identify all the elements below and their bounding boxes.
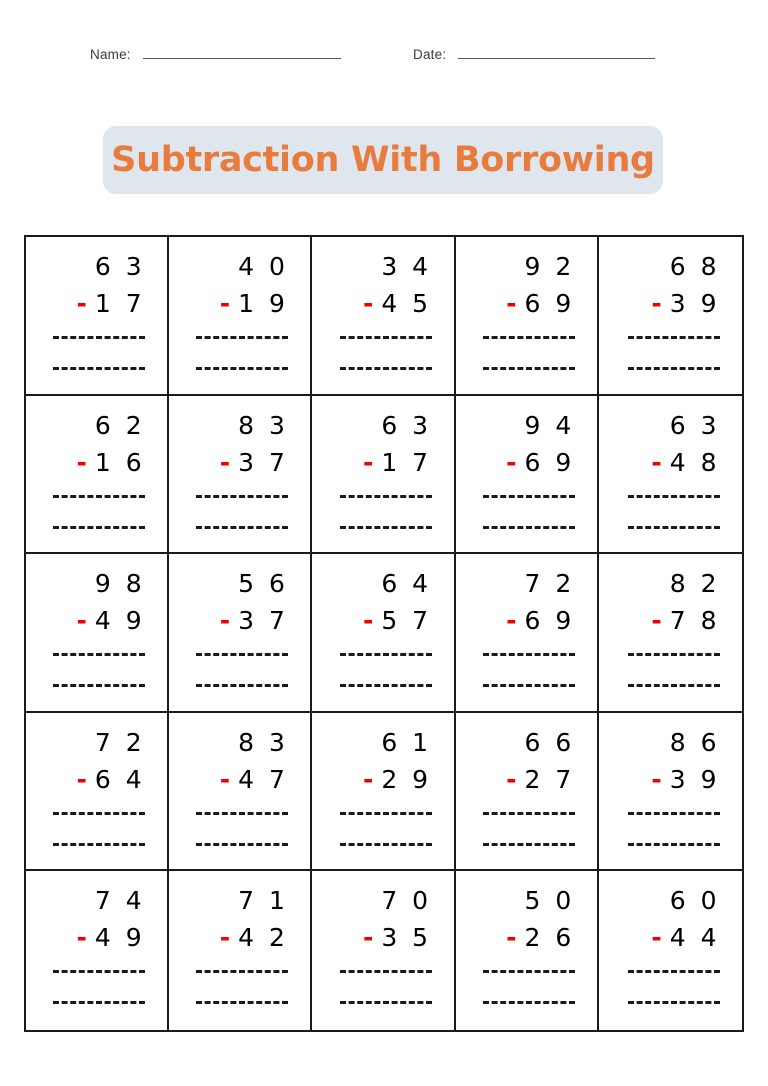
minuend: 6 2: [94, 410, 146, 440]
minuend: 6 3: [94, 252, 146, 281]
answer-area[interactable]: [620, 812, 720, 846]
answer-line-bottom[interactable]: [53, 684, 145, 687]
problem-grid: [24, 235, 744, 1032]
minuend: 5 6: [238, 569, 289, 599]
page-title: Subtraction With Borrowing: [111, 140, 655, 180]
answer-line-bottom[interactable]: [53, 367, 145, 370]
title-badge: [103, 126, 663, 194]
problem: [188, 407, 288, 529]
subtrahend: 5 7: [381, 606, 432, 636]
problem: [188, 882, 288, 1004]
answer-area[interactable]: [45, 653, 145, 687]
minus-sign-icon: -: [76, 923, 87, 953]
answer-line-bottom[interactable]: [196, 843, 288, 846]
answer-area[interactable]: [620, 495, 720, 529]
answer-area[interactable]: [475, 495, 575, 529]
subtraction-row: [332, 444, 432, 481]
answer-line-top[interactable]: [196, 653, 288, 656]
subtraction-row: [620, 602, 720, 639]
answer-area[interactable]: [620, 336, 720, 370]
answer-line-top[interactable]: [196, 495, 288, 498]
answer-area[interactable]: [188, 970, 288, 1004]
problem: [332, 882, 432, 1004]
subtraction-row: [188, 602, 288, 639]
answer-line-bottom[interactable]: [53, 843, 145, 846]
minus-sign-icon: -: [506, 447, 517, 477]
answer-line-bottom[interactable]: [340, 684, 432, 687]
problem-cell[interactable]: [599, 396, 742, 555]
answer-line-bottom[interactable]: [483, 367, 575, 370]
minuend: 7 4: [94, 886, 146, 916]
problem-cell[interactable]: [599, 554, 742, 713]
subtrahend: 7 8: [669, 606, 720, 636]
subtrahend: 3 9: [669, 764, 720, 794]
answer-line-bottom[interactable]: [628, 843, 720, 846]
subtraction-row: [332, 285, 432, 322]
problem: [620, 565, 720, 687]
minuend: 6 3: [669, 410, 720, 440]
answer-line-bottom[interactable]: [628, 367, 720, 370]
answer-area[interactable]: [188, 812, 288, 846]
subtrahend: 6 9: [524, 289, 575, 318]
subtrahend: 4 2: [238, 923, 289, 953]
subtrahend: 3 7: [238, 606, 289, 636]
subtrahend: 4 8: [669, 447, 720, 477]
minus-sign-icon: -: [651, 606, 662, 636]
problem-cell[interactable]: [312, 554, 455, 713]
answer-line-bottom[interactable]: [340, 843, 432, 846]
minuend: 5 0: [524, 886, 575, 916]
minuend: 6 1: [381, 727, 432, 757]
problem-cell[interactable]: [312, 713, 455, 872]
subtrahend: 2 7: [524, 764, 575, 794]
minuend: 7 2: [94, 727, 146, 757]
answer-area[interactable]: [332, 336, 432, 370]
subtraction-row: [332, 919, 432, 956]
minus-sign-icon: -: [219, 289, 231, 318]
minus-sign-icon: -: [506, 764, 517, 794]
answer-area[interactable]: [188, 495, 288, 529]
date-field[interactable]: [413, 44, 655, 62]
problem-cell[interactable]: [456, 554, 599, 713]
minus-sign-icon: -: [651, 764, 662, 794]
subtrahend: 6 4: [94, 764, 146, 794]
answer-line-top[interactable]: [196, 970, 288, 973]
problem-cell[interactable]: [312, 396, 455, 555]
problem-cell[interactable]: [26, 237, 169, 396]
answer-line-top[interactable]: [196, 812, 288, 815]
minus-sign-icon: -: [362, 447, 374, 477]
minuend: 9 4: [524, 410, 575, 440]
answer-line-bottom[interactable]: [340, 526, 432, 529]
subtrahend: 4 9: [94, 923, 146, 953]
answer-line-top[interactable]: [628, 336, 720, 339]
worksheet-header: [0, 44, 768, 74]
minuend: 4 0: [238, 252, 289, 281]
problem: [45, 248, 145, 370]
problem: [620, 882, 720, 1004]
problem-cell[interactable]: [456, 871, 599, 1030]
minuend: 6 4: [381, 569, 432, 599]
problem-cell[interactable]: [599, 713, 742, 872]
problem: [332, 724, 432, 846]
answer-area[interactable]: [45, 812, 145, 846]
problem: [620, 407, 720, 529]
subtraction-row: [45, 761, 145, 798]
minuend: 6 3: [381, 410, 432, 440]
problem: [188, 248, 288, 370]
answer-line-top[interactable]: [53, 336, 145, 339]
date-input-line[interactable]: [458, 44, 655, 59]
answer-line-bottom[interactable]: [340, 1001, 432, 1004]
problem: [45, 724, 145, 846]
answer-area[interactable]: [620, 970, 720, 1004]
minuend: 7 1: [238, 886, 289, 916]
subtrahend: 2 6: [524, 923, 575, 953]
answer-line-top[interactable]: [483, 970, 575, 973]
minus-sign-icon: -: [506, 289, 517, 318]
subtraction-row: [620, 761, 720, 798]
minus-sign-icon: -: [651, 289, 662, 318]
subtraction-row: [620, 919, 720, 956]
answer-line-bottom[interactable]: [340, 367, 432, 370]
problem: [475, 882, 575, 1004]
problem: [332, 407, 432, 529]
minuend: 9 8: [94, 569, 146, 599]
subtraction-row: [45, 919, 145, 956]
problem: [45, 882, 145, 1004]
minuend: 7 0: [381, 886, 432, 916]
answer-line-bottom[interactable]: [196, 684, 288, 687]
problem: [188, 724, 288, 846]
subtrahend: 4 4: [669, 923, 720, 953]
problem: [475, 565, 575, 687]
subtrahend: 6 9: [524, 606, 575, 636]
problem-cell[interactable]: [169, 237, 312, 396]
minus-sign-icon: -: [362, 289, 374, 318]
problem: [45, 565, 145, 687]
minus-sign-icon: -: [506, 923, 517, 953]
subtrahend: 2 9: [381, 764, 432, 794]
name-input-line[interactable]: [143, 44, 341, 59]
minus-sign-icon: -: [219, 764, 231, 794]
answer-line-bottom[interactable]: [628, 1001, 720, 1004]
answer-line-bottom[interactable]: [628, 526, 720, 529]
answer-area[interactable]: [45, 336, 145, 370]
answer-area[interactable]: [332, 495, 432, 529]
answer-line-top[interactable]: [483, 812, 575, 815]
answer-line-top[interactable]: [340, 495, 432, 498]
subtraction-row: [45, 285, 145, 322]
problem: [475, 407, 575, 529]
minus-sign-icon: -: [362, 764, 374, 794]
answer-line-bottom[interactable]: [483, 843, 575, 846]
problem-cell[interactable]: [456, 713, 599, 872]
subtraction-row: [45, 444, 145, 481]
answer-line-top[interactable]: [340, 336, 432, 339]
subtraction-row: [475, 761, 575, 798]
subtrahend: 3 7: [238, 447, 289, 477]
minuend: 3 4: [381, 252, 432, 281]
problem: [332, 248, 432, 370]
subtraction-row: [188, 761, 288, 798]
minus-sign-icon: -: [651, 923, 662, 953]
subtraction-row: [620, 285, 720, 322]
answer-line-top[interactable]: [483, 653, 575, 656]
subtraction-row: [475, 444, 575, 481]
subtraction-row: [188, 444, 288, 481]
answer-line-top[interactable]: [628, 495, 720, 498]
subtrahend: 1 9: [238, 289, 289, 318]
answer-line-bottom[interactable]: [483, 684, 575, 687]
minuend: 8 3: [238, 727, 289, 757]
answer-area[interactable]: [475, 970, 575, 1004]
minus-sign-icon: -: [219, 606, 231, 636]
answer-line-top[interactable]: [53, 970, 145, 973]
answer-line-bottom[interactable]: [53, 1001, 145, 1004]
answer-area[interactable]: [188, 336, 288, 370]
minus-sign-icon: -: [76, 289, 87, 318]
answer-area[interactable]: [475, 653, 575, 687]
answer-area[interactable]: [620, 653, 720, 687]
minus-sign-icon: -: [76, 606, 87, 636]
answer-line-bottom[interactable]: [483, 526, 575, 529]
minuend: 8 6: [669, 727, 720, 757]
problem: [188, 565, 288, 687]
subtrahend: 4 9: [94, 606, 146, 636]
answer-area[interactable]: [45, 495, 145, 529]
answer-line-bottom[interactable]: [628, 684, 720, 687]
answer-line-bottom[interactable]: [483, 1001, 575, 1004]
problem: [620, 248, 720, 370]
minus-sign-icon: -: [506, 606, 517, 636]
answer-line-top[interactable]: [340, 970, 432, 973]
subtrahend: 3 9: [669, 289, 720, 318]
minuend: 6 6: [524, 727, 575, 757]
subtrahend: 1 6: [94, 447, 146, 477]
minus-sign-icon: -: [651, 447, 662, 477]
answer-area[interactable]: [45, 970, 145, 1004]
answer-area[interactable]: [332, 812, 432, 846]
minus-sign-icon: -: [219, 923, 231, 953]
minuend: 6 8: [669, 252, 720, 281]
minus-sign-icon: -: [219, 447, 231, 477]
answer-area[interactable]: [475, 812, 575, 846]
answer-line-top[interactable]: [628, 812, 720, 815]
problem-cell[interactable]: [312, 871, 455, 1030]
minuend: 6 0: [669, 886, 720, 916]
subtraction-row: [188, 285, 288, 322]
subtraction-row: [475, 285, 575, 322]
problem: [475, 248, 575, 370]
problem-cell[interactable]: [26, 871, 169, 1030]
answer-line-top[interactable]: [483, 495, 575, 498]
problem-cell[interactable]: [169, 554, 312, 713]
subtrahend: 4 5: [381, 289, 432, 318]
problem: [45, 407, 145, 529]
minuend: 7 2: [524, 569, 575, 599]
minus-sign-icon: -: [362, 923, 374, 953]
subtrahend: 4 7: [238, 764, 289, 794]
answer-area[interactable]: [332, 970, 432, 1004]
answer-line-top[interactable]: [483, 336, 575, 339]
problem: [620, 724, 720, 846]
problem-cell[interactable]: [456, 396, 599, 555]
minuend: 9 2: [524, 252, 575, 281]
answer-line-bottom[interactable]: [196, 1001, 288, 1004]
answer-line-top[interactable]: [628, 653, 720, 656]
subtraction-row: [475, 919, 575, 956]
name-label: Name:: [90, 47, 131, 62]
minuend: 8 3: [238, 410, 289, 440]
subtrahend: 6 9: [524, 447, 575, 477]
minuend: 8 2: [669, 569, 720, 599]
subtraction-row: [332, 761, 432, 798]
subtraction-row: [45, 602, 145, 639]
problem-cell[interactable]: [169, 396, 312, 555]
problem-cell[interactable]: [26, 554, 169, 713]
date-label: Date:: [413, 47, 447, 62]
problem-cell[interactable]: [599, 237, 742, 396]
answer-line-top[interactable]: [53, 495, 145, 498]
name-field[interactable]: [90, 44, 341, 62]
answer-line-top[interactable]: [340, 812, 432, 815]
minus-sign-icon: -: [76, 447, 87, 477]
problem: [332, 565, 432, 687]
problem-cell[interactable]: [312, 237, 455, 396]
subtrahend: 1 7: [94, 289, 146, 318]
answer-line-bottom[interactable]: [196, 526, 288, 529]
answer-line-bottom[interactable]: [196, 367, 288, 370]
answer-line-top[interactable]: [340, 653, 432, 656]
problem-cell[interactable]: [26, 713, 169, 872]
problem-cell[interactable]: [26, 396, 169, 555]
problem-cell[interactable]: [456, 237, 599, 396]
minus-sign-icon: -: [76, 764, 87, 794]
subtraction-row: [188, 919, 288, 956]
subtraction-row: [620, 444, 720, 481]
answer-line-top[interactable]: [53, 812, 145, 815]
answer-line-top[interactable]: [196, 336, 288, 339]
subtraction-row: [332, 602, 432, 639]
problem-cell[interactable]: [169, 713, 312, 872]
problem-cell[interactable]: [599, 871, 742, 1030]
subtrahend: 1 7: [381, 447, 432, 477]
subtraction-row: [475, 602, 575, 639]
answer-line-top[interactable]: [53, 653, 145, 656]
answer-line-top[interactable]: [628, 970, 720, 973]
minus-sign-icon: -: [362, 606, 374, 636]
answer-area[interactable]: [188, 653, 288, 687]
answer-line-bottom[interactable]: [53, 526, 145, 529]
subtrahend: 3 5: [381, 923, 432, 953]
answer-area[interactable]: [332, 653, 432, 687]
problem-cell[interactable]: [169, 871, 312, 1030]
problem: [475, 724, 575, 846]
answer-area[interactable]: [475, 336, 575, 370]
